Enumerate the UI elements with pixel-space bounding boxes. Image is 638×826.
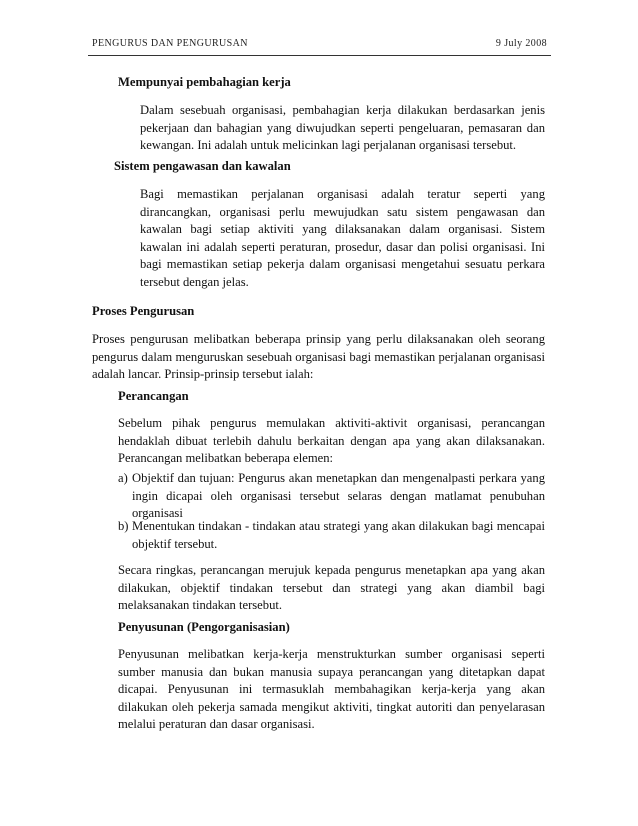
list-marker: a) [118,471,128,485]
paragraph-pembahagian: Dalam sesebuah organisasi, pembahagian kerja dilakukan berdasarkan jenis pekerjaan dan bahagian yang diwujudkan seperti pengeluaran, pemasaran dan kewangan. Ini adalah untuk melicinkan lagi perjalanan organisasi tersebut. [140,103,545,152]
header-date: 9 July 2008 [495,38,547,49]
section-heading-perancangan: Perancangan [118,389,189,403]
section-heading-penyusunan: Penyusunan (Pengorganisasian) [118,620,290,634]
list-item [118,470,545,523]
section-heading-pembahagian: Mempunyai pembahagian kerja [118,75,291,89]
paragraph-pengawasan: Bagi memastikan perjalanan organisasi adalah teratur seperti yang dirancangkan, organisasi perlu mewujudkan satu sistem pengawasan dan kawalan bagi setiap aktiviti yang dilaksanakan dalam organisasi. Sistem kawalan ini adalah seperti peraturan, prosedur, dasar dan polisi organisasi. Ini bagi memastikan setiap pekerja dalam organisasi mengetahui sesuatu perkara tersebut dengan jelas. [140,187,545,289]
list-item [118,518,545,553]
section-heading-pengawasan: Sistem pengawasan dan kawalan [114,159,291,173]
header-title: PENGURUS DAN PENGURUSAN [92,38,248,49]
paragraph-proses: Proses pengurusan melibatkan beberapa prinsip yang perlu dilaksanakan oleh seorang pengurus dalam menguruskan sesebuah organisasi bagi memastikan perjalanan organisasi adalah lancar. Prinsip-prinsip tersebut ialah: [92,332,545,381]
header-rule [88,55,551,56]
paragraph-perancangan-summary: Secara ringkas, perancangan merujuk kepada pengurus menetapkan apa yang akan dilakukan, objektif tindakan tersebut dan strategi yang akan diambil bagi melaksanakan tindakan tersebut. [118,563,545,612]
list-marker: b) [118,519,129,533]
paragraph-perancangan-intro: Sebelum pihak pengurus memulakan aktiviti-aktivit organisasi, perancangan hendaklah dibuat terlebih dahulu berkaitan dengan apa yang akan dilaksanakan. Perancangan melibatkan beberapa elemen: [118,416,545,465]
list-item-text: Objektif dan tujuan: Pengurus akan menetapkan dan mengenalpasti perkara yang ingin dicapai oleh organisasi tersebut selaras dengan matlamat penubuhan organisasi [132,471,545,520]
list-item-text: Menentukan tindakan - tindakan atau strategi yang akan dilakukan bagi mencapai objektif tersebut. [132,519,545,551]
page-header [92,38,547,49]
paragraph-penyusunan: Penyusunan melibatkan kerja-kerja menstrukturkan sumber organisasi seperti sumber manusia dan bukan manusia supaya perancangan yang ditetapkan dapat dicapai. Penyusunan ini termasuklah membahagikan kerja-kerja yang akan dilakukan oleh pekerja samada mengikut aktiviti, tingkat autoriti dan penyelarasan melalui peraturan dan dasar organisasi. [118,647,545,731]
section-heading-proses: Proses Pengurusan [92,304,195,318]
